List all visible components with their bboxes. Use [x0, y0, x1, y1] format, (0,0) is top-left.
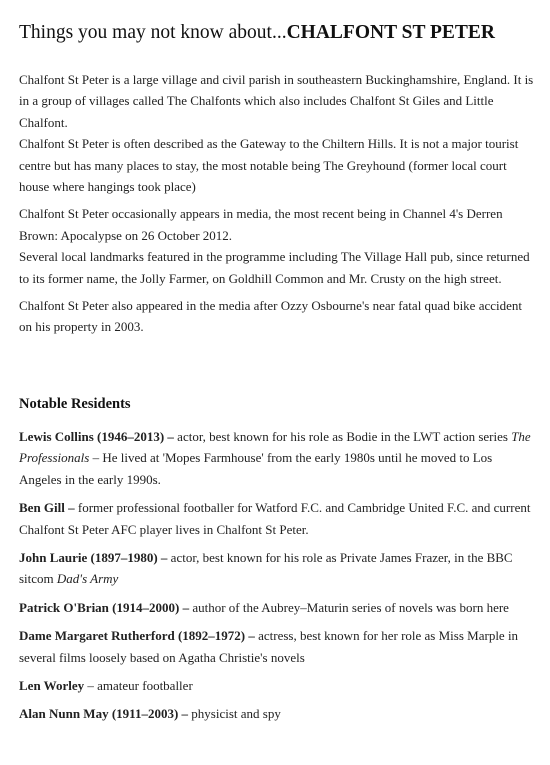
resident-entry [19, 547, 534, 590]
resident-entry [19, 597, 534, 618]
resident-description: actor, best known for his role as Private James Frazer, in the BBC sitcom [19, 550, 513, 587]
intro-paragraph: Several local landmarks featured in the programme including The Village Hall pub, since returned to its former name, the Jolly Farmer, on Goldhill Common and Mr. Crusty on the high street. [19, 249, 530, 286]
resident-entry [19, 703, 534, 724]
resident-description: physicist and spy [188, 706, 281, 722]
resident-entry [19, 426, 534, 490]
intro-paragraph: Chalfont St Peter is a large village and civil parish in southeastern Buckinghamshire, England. It is in a group of villages called The Chalfonts which also includes Chalfont St Giles and Little Chalfont. [19, 72, 534, 130]
resident-work-title: The Professionals [19, 429, 531, 466]
resident-description-continued: – He lived at 'Mopes Farmhouse' from the early 1980s until he moved to Los Angeles in the early 1990s. [19, 450, 493, 487]
resident-name: Patrick O'Brian (1914–2000) – [19, 599, 190, 615]
resident-description: actress, best known for her role as Miss Marple in several films loosely based on Agatha Christie's novels [19, 628, 519, 665]
intro-paragraph: Chalfont St Peter also appeared in the media after Ozzy Osbourne's near fatal quad bike accident on his property in 2003. [19, 298, 523, 335]
resident-entry [19, 625, 534, 668]
resident-entry [19, 675, 534, 696]
resident-description: – amateur footballer [84, 678, 193, 694]
page-title [19, 22, 495, 44]
resident-name: Len Worley [19, 678, 85, 694]
title-prefix: Things you may not know about... [19, 22, 287, 43]
intro-paragraph: Chalfont St Peter is often described as the Gateway to the Chiltern Hills. It is not a major tourist centre but has many places to stay, the most notable being The Greyhound (former local court house where hangings took place) [19, 136, 519, 195]
resident-description: author of the Aubrey–Maturin series of novels was born here [189, 599, 509, 615]
resident-name: Lewis Collins (1946–2013) – [19, 429, 174, 444]
resident-name: Ben Gill – [19, 500, 75, 516]
resident-entry [19, 497, 534, 540]
residents-list [19, 426, 534, 732]
resident-description: actor, best known for his role as Bodie in the LWT action series [173, 429, 512, 444]
intro-paragraph: Chalfont St Peter occasionally appears in media, the most recent being in Channel 4's Derren Brown: Apocalypse on 26 October 2012. [19, 206, 503, 243]
resident-name: John Laurie (1897–1980) – [19, 550, 168, 566]
title-place: CHALFONT ST PETER [286, 22, 495, 43]
resident-description: former professional footballer for Watford F.C. and Cambridge United F.C. and current Chalfont St Peter AFC player lives in Chalfont St Peter. [19, 500, 531, 537]
resident-work-title: Dad's Army [56, 571, 119, 587]
resident-name: Alan Nunn May (1911–2003) – [19, 706, 189, 722]
intro-section [19, 69, 534, 338]
notable-residents-heading: Notable Residents [19, 396, 131, 412]
resident-name: Dame Margaret Rutherford (1892–1972) – [19, 628, 255, 644]
